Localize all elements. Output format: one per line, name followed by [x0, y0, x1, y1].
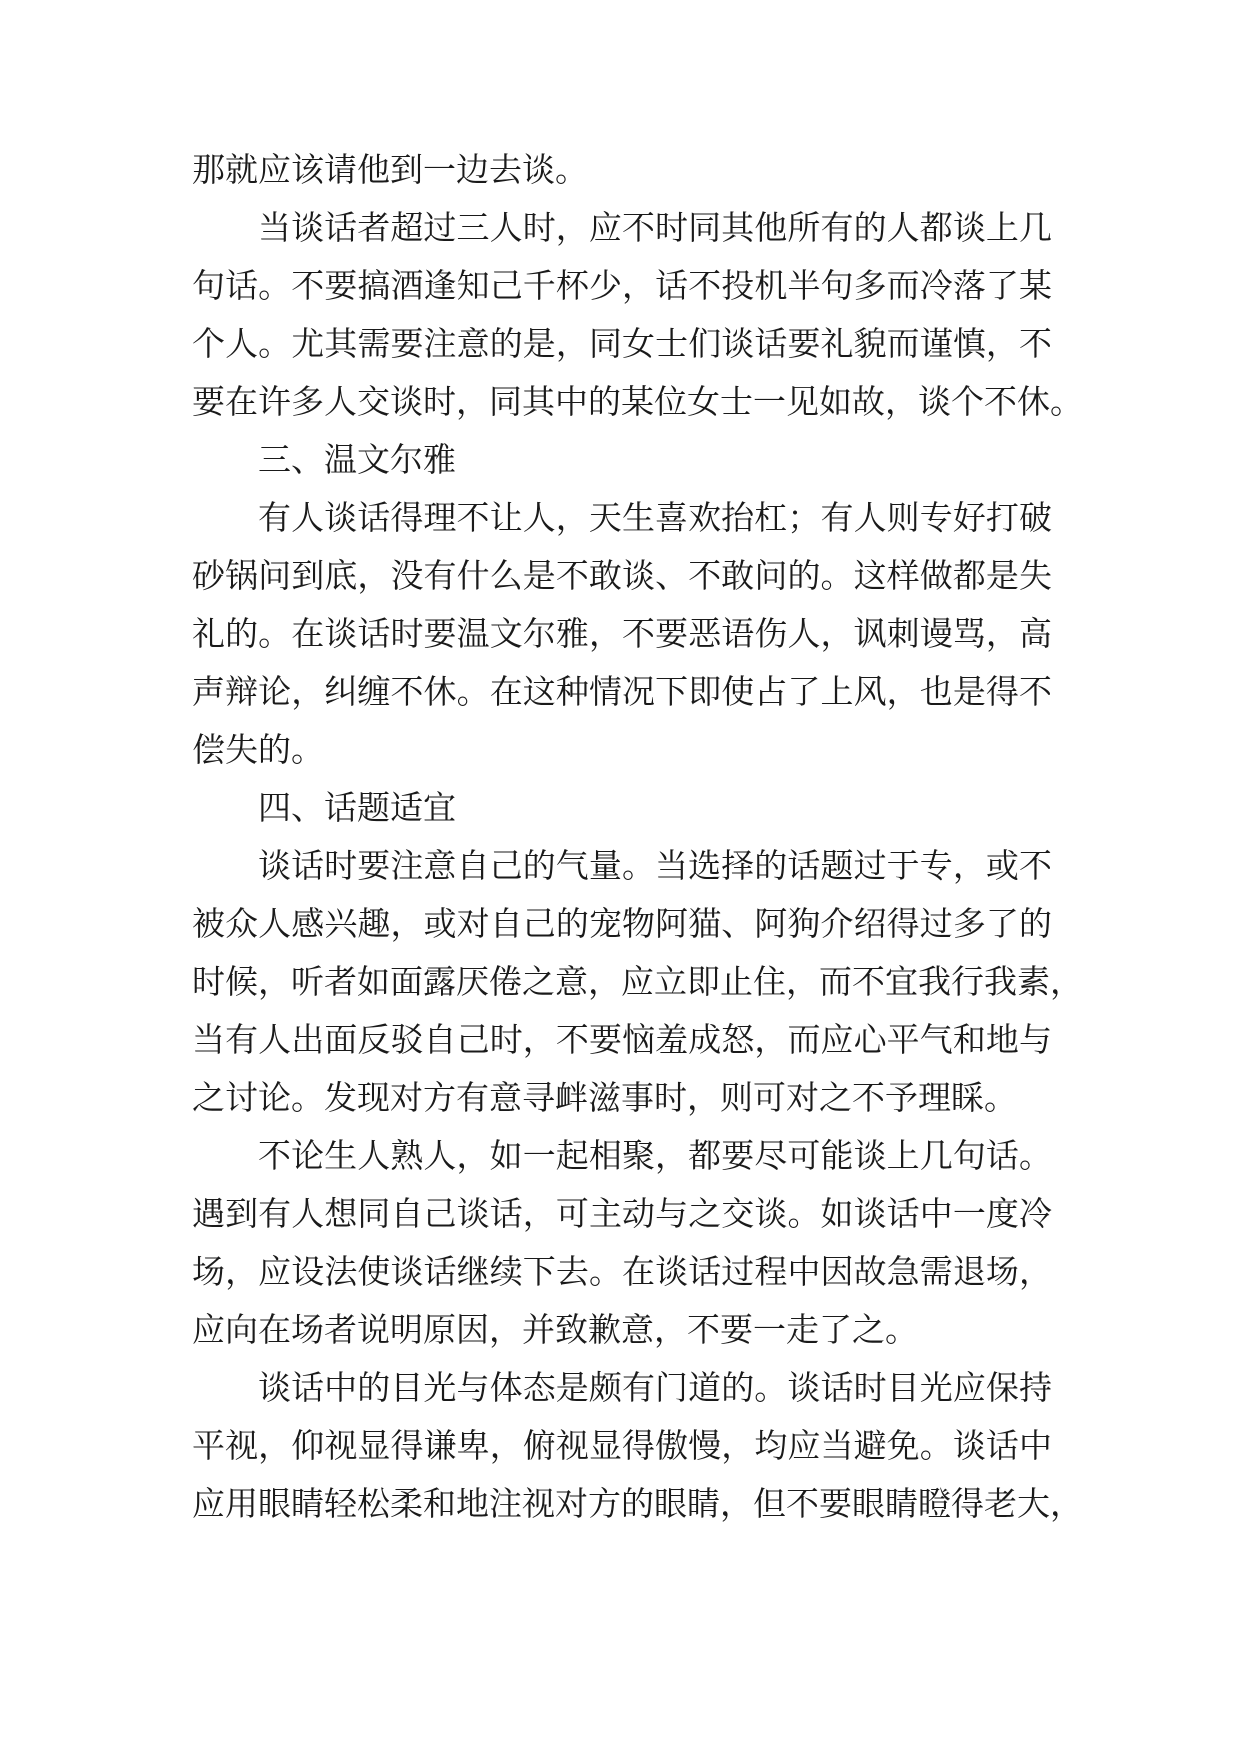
text-line: 场，应设法使谈话继续下去。在谈话过程中因故急需退场， [192, 1252, 1052, 1291]
text-line: 要在许多人交谈时，同其中的某位女士一见如故，谈个不休。 [192, 382, 1083, 421]
text-line: 礼的。在谈话时要温文尔雅，不要恶语伤人，讽刺谩骂，高 [192, 614, 1052, 653]
text-line: 砂锅问到底，没有什么是不敢谈、不敢问的。这样做都是失 [192, 556, 1052, 595]
text-line: 被众人感兴趣，或对自己的宠物阿猫、阿狗介绍得过多了的 [192, 904, 1052, 943]
text-line: 当谈话者超过三人时，应不时同其他所有的人都谈上几 [258, 208, 1052, 247]
text-line: 有人谈话得理不让人，天生喜欢抬杠；有人则专好打破 [258, 498, 1052, 537]
text-line: 平视，仰视显得谦卑，俯视显得傲慢，均应当避免。谈话中 [192, 1426, 1052, 1465]
text-line: 谈话时要注意自己的气量。当选择的话题过于专，或不 [258, 846, 1052, 885]
section-heading: 三、温文尔雅 [258, 440, 456, 479]
text-line: 句话。不要搞酒逢知己千杯少，话不投机半句多而冷落了某 [192, 266, 1052, 305]
text-line: 个人。尤其需要注意的是，同女士们谈话要礼貌而谨慎，不 [192, 324, 1052, 363]
text-line: 遇到有人想同自己谈话，可主动与之交谈。如谈话中一度冷 [192, 1194, 1052, 1233]
text-line: 那就应该请他到一边去谈。 [192, 150, 588, 189]
text-line: 谈话中的目光与体态是颇有门道的。谈话时目光应保持 [258, 1368, 1052, 1407]
text-line: 当有人出面反驳自己时，不要恼羞成怒，而应心平气和地与 [192, 1020, 1052, 1059]
section-heading: 四、话题适宜 [258, 788, 456, 827]
text-line: 时候，听者如面露厌倦之意，应立即止住，而不宜我行我素， [192, 962, 1083, 1001]
text-line: 偿失的。 [192, 730, 324, 769]
text-line: 之讨论。发现对方有意寻衅滋事时，则可对之不予理睬。 [192, 1078, 1017, 1117]
text-line: 不论生人熟人，如一起相聚，都要尽可能谈上几句话。 [258, 1136, 1052, 1175]
text-line: 应用眼睛轻松柔和地注视对方的眼睛，但不要眼睛瞪得老大， [192, 1484, 1083, 1523]
text-line: 应向在场者说明原因，并致歉意，不要一走了之。 [192, 1310, 918, 1349]
text-line: 声辩论，纠缠不休。在这种情况下即使占了上风，也是得不 [192, 672, 1052, 711]
